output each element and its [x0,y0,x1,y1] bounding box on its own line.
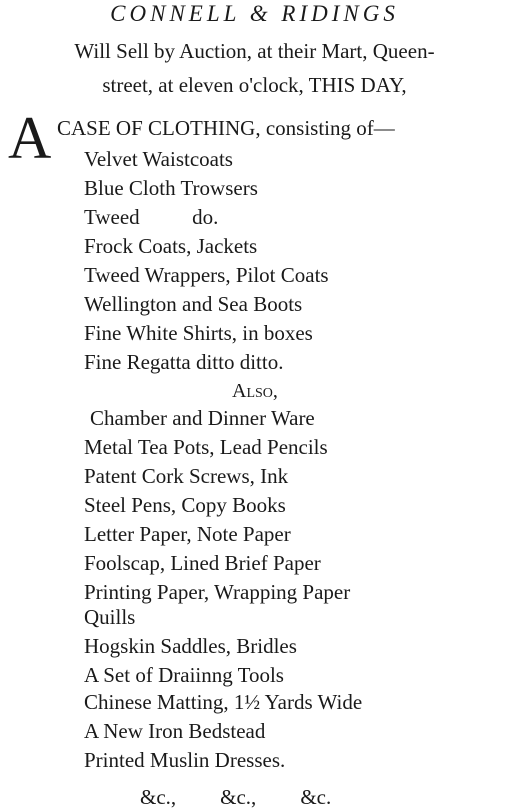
list-item: Fine White Shirts, in boxes [84,321,313,345]
also-heading: Also, [232,380,278,402]
list-item: Chamber and Dinner Ware [90,406,315,430]
list-item: A Set of Draiinng Tools [84,663,284,687]
intro-line-1: Will Sell by Auction, at their Mart, Queen- [74,39,435,63]
etc-mark: &c., [140,785,177,809]
list-item: Printing Paper, Wrapping Paper [84,580,351,604]
list-item: Quills [84,605,136,629]
etc-row [140,787,331,808]
list-item: Tweed do. [84,205,219,229]
list-item: Fine Regatta ditto ditto. [84,350,284,374]
intro-line-2: street, at eleven o'clock, THIS DAY, [102,73,407,97]
list-item: Patent Cork Screws, Ink [84,464,289,488]
list-item: A New Iron Bedstead [84,719,266,743]
etc-mark: &c., [220,785,257,809]
list-item: Frock Coats, Jackets [84,234,258,258]
list-item: Steel Pens, Copy Books [84,493,286,517]
etc-mark: &c. [300,785,332,809]
list-item: Velvet Waistcoats [84,147,233,171]
auctioneer-title: CONNELL & RIDINGS [110,1,399,26]
list-item: Printed Muslin Dresses. [84,748,286,772]
drop-cap: A [8,105,52,171]
list-item: Foolscap, Lined Brief Paper [84,551,321,575]
lead-line: CASE OF CLOTHING, consisting of— [57,116,395,140]
list-item: Tweed Wrappers, Pilot Coats [84,263,329,287]
list-item: Letter Paper, Note Paper [84,522,291,546]
list-item: Metal Tea Pots, Lead Pencils [84,435,328,459]
list-item: Wellington and Sea Boots [84,292,303,316]
list-item: Hogskin Saddles, Bridles [84,634,297,658]
list-item: Blue Cloth Trowsers [84,176,258,200]
list-item: Chinese Matting, 1½ Yards Wide [84,690,363,714]
